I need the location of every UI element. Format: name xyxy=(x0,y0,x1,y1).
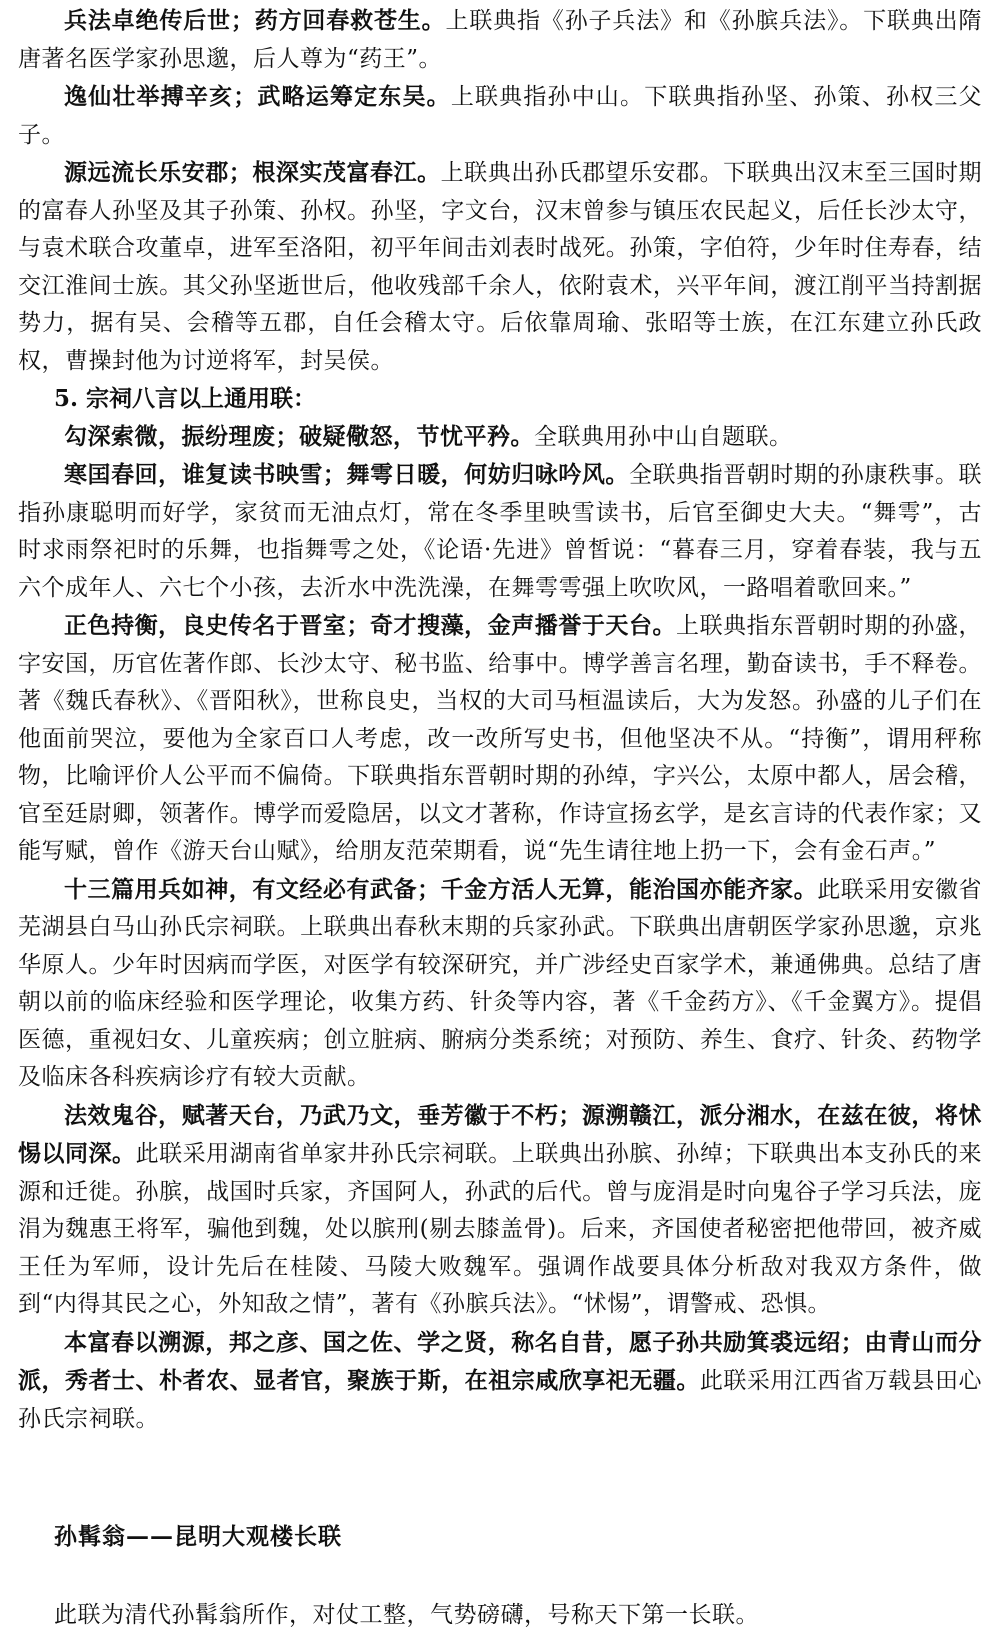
paragraph xyxy=(18,607,982,871)
annotation-text: 此联采用江西省万载县田心孙氏宗祠联。 xyxy=(18,1368,983,1432)
paragraph xyxy=(18,871,982,1097)
couplet-text: 逸仙壮举搏辛亥；武略运筹定东吴。 xyxy=(64,83,451,110)
section-title: 孙髯翁——昆明大观楼长联 xyxy=(54,1523,342,1550)
couplet-text: 寒囯春回，谁复读书映雪；舞雩日暖，何妨归咏吟风。 xyxy=(64,461,629,488)
couplet-text: 本富春以溯源，邦之彦、国之佐、学之贤，称名自昔，愿子孙共励箕裘远绍；由青山而分派，秀者士、朴者农、显者官，聚族于斯，在祖宗咸欣享祀无疆。 xyxy=(18,1328,982,1394)
paragraph xyxy=(18,456,982,607)
annotation-text: 此联采用安徽省芜湖县白马山孙氏宗祠联。上联典出春秋末期的兵家孙武。下联典出唐朝医学家孙思邈，京兆华原人。少年时因病而学医，对医学有较深研究，并广涉经史百家学术，兼通佛典。总结了唐朝以前的临床经验和医学理论，收集方药、针灸等内容，著《千金药方》、《千金翼方》。提倡医德，重视妇女、儿童疾病；创立脏病、腑病分类系统；对预防、养生、食疗、针灸、药物学及临床各科疾病诊疗有较大贡献。 xyxy=(18,876,983,1090)
annotation-text: 此联采用湖南省单家井孙氏宗祠联。上联典出孙膑、孙绰；下联典出本支孙氏的来源和迁徙。孙膑，战国时兵家，齐国阿人，孙武的后代。曾与庞涓是时向鬼谷子学习兵法，庞涓为魏惠王将军，骗他到魏，处以膑刑(剔去膝盖骨)。后来，齐国使者秘密把他带回，被齐威王任为军师，设计先后在桂陵、马陵大败魏军。强调作战要具体分析敌对我双方条件，做到“内得其民之心，外知敌之情”，著有《孙膑兵法》。“怵惕”，谓警戒、恐惧。 xyxy=(18,1141,982,1317)
couplet-text: 法效鬼谷，赋著天台，乃武乃文，垂芳徽于不朽；源溯赣江，派分湘水，在兹在彼，将怵惕以同深。 xyxy=(18,1101,982,1167)
annotation-text: 上联典指东晋朝时期的孙盛，字安国，历官佐著作郎、长沙太守、秘书监、给事中。博学善言名理，勤奋读书，手不释卷。著《魏氏春秋》、《晋阳秋》，世称良史，当权的大司马桓温读后，大为发怒。孙盛的儿子们在他面前哭泣，要他为全家百口人考虑，改一改所写史书，但他坚决不从。“持衡”，谓用秤称物，比喻评价人公平而不偏倚。下联典指东晋朝时期的孙绰，字兴公，太原中都人，居会稽，官至廷尉卿，领著作。博学而爱隐居，以文才著称，作诗宣扬玄学，是玄言诗的代表作家；又能写赋，曾作《游天台山赋》，给朋友范荣期看，说“先生请往地上扔一下，会有金石声。” xyxy=(18,613,983,864)
section-intro: 此联为清代孙髯翁所作，对仗工整，气势磅礴，号称天下第一长联。 xyxy=(54,1602,759,1628)
paragraph xyxy=(18,418,982,457)
couplet-text: 源远流长乐安郡；根深实茂富春江。 xyxy=(64,159,441,186)
paragraph xyxy=(18,1097,982,1324)
annotation-text: 上联典指《孙子兵法》和《孙膑兵法》。下联典出隋唐著名医学家孙思邈，后人尊为“药王”。 xyxy=(18,8,983,72)
sub-heading: 5. 宗祠八言以上通用联： xyxy=(54,385,317,412)
couplet-text: 勾深索微，振纷理废；破疑儆怒，节忧平矜。 xyxy=(64,422,534,450)
couplet-text: 兵法卓绝传后世；药方回春救苍生。 xyxy=(64,7,446,34)
paragraph xyxy=(18,78,982,154)
annotation-text: 上联典指孙中山。下联典指孙坚、孙策、孙权三父子。 xyxy=(18,84,983,148)
annotation-text: 全联典指晋朝时期的孙康秩事。联指孙康聪明而好学，家贫而无油点灯，常在冬季里映雪读书，后官至御史大夫。“舞雩”，古时求雨祭祀时的乐舞，也指舞雩之处，《论语·先进》曾皙说：“暮春三月，穿着春装，我与五六个成年人、六七个小孩，去沂水中洗洗澡，在舞雩雩强上吹吹风，一路唱着歌回来。” xyxy=(18,462,983,601)
couplet-text: 十三篇用兵如神，有文经必有武备；千金方活人无算，能治国亦能齐家。 xyxy=(64,875,818,903)
annotation-text: 上联典出孙氏郡望乐安郡。下联典出汉末至三国时期的富春人孙坚及其子孙策、孙权。孙坚，字文台，汉末曾参与镇压农民起义，后任长沙太守，与袁术联合攻董卓，进军至洛阳，初平年间击刘表时战死。孙策，字伯符，少年时住寿春，结交江淮间士族。其父孙坚逝世后，他收残部千余人，依附袁术，兴平年间，渡江削平当持割据势力，据有吴、会稽等五郡，自任会稽太守。后依靠周瑜、张昭等士族，在江东建立孙氏政权，曹操封他为讨逆将军，封吴侯。 xyxy=(18,160,983,374)
paragraph xyxy=(18,2,982,78)
paragraph xyxy=(18,1324,982,1439)
annotation-text: 全联典用孙中山自题联。 xyxy=(534,423,793,450)
paragraph xyxy=(18,154,982,380)
couplet-text: 正色持衡，良史传名于晋室；奇才搜藻，金声播誉于天台。 xyxy=(64,612,677,639)
